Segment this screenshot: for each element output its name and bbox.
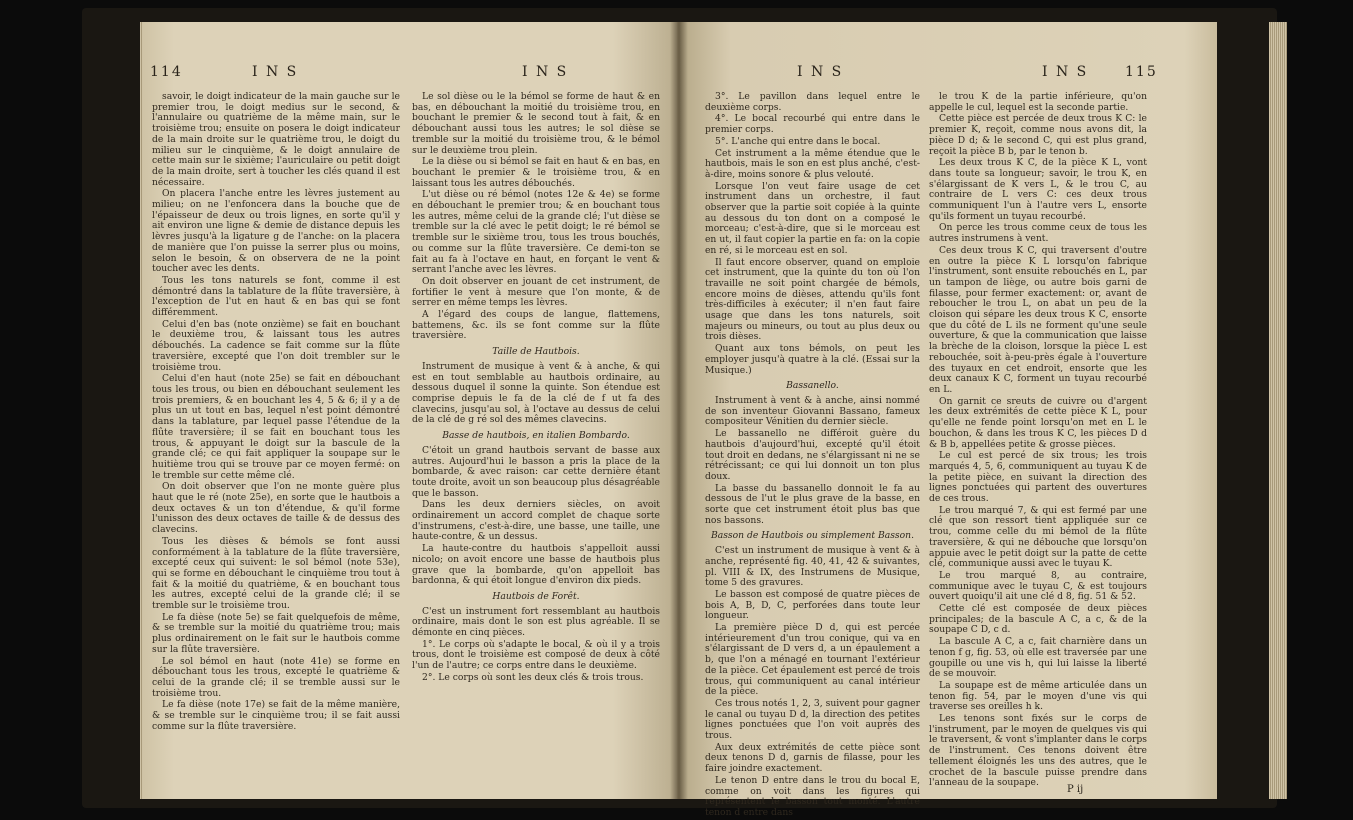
section-heading: Hautbois de Forêt.: [492, 590, 580, 602]
paragraph: 2°. Le corps où sont les deux clés & trois trous.: [422, 671, 644, 683]
paragraph: La première pièce D d, qui est percée intérieurement d'un trou conique, qui va en s'élargissant de D vers d, a un épaulement a b, que l'on a ménagé en tournant l'extérieur de la pièce. Cet épaulement est percé de trois trous, qui communiquent au canal intérieur de la pièce.: [705, 622, 920, 698]
book-gutter: [670, 22, 688, 799]
section-heading: Basson de Hautbois ou simplement Basson.: [710, 530, 915, 542]
paragraph: La basse du bassanello donnoit le fa au dessous de l'ut le plus grave de la basse, en sorte que cet instrument étoit plus bas que nos bassons.: [705, 482, 920, 526]
paragraph: C'est un instrument de musique à vent & à anche, représenté fig. 40, 41, 42 & suivantes, pl. VIII & IX, des Instrumens de Musique, tome 5 des gravures.: [705, 545, 920, 589]
signature-mark: P ij: [1067, 784, 1084, 795]
paragraph: C'étoit un grand hautbois servant de basse aux autres. Aujourd'hui le basson a pris la place de la bombarde, & avec raison: car cette dernière étant toute droite, avoit un son beaucoup plus désagréable que le basson.: [412, 444, 660, 499]
paragraph: La bascule A C, a c, fait charnière dans un tenon f g, fig. 53, où elle est traversée par une goupille ou une vis h, qui lui laisse la liberté de se mouvoir.: [929, 636, 1147, 680]
paragraph: La soupape est de même articulée dans un tenon fig. 54, par le moyen d'une vis qui traverse ses oreilles h k.: [929, 679, 1147, 713]
paragraph: 3°. Le pavillon dans lequel entre le deuxième corps.: [705, 91, 920, 113]
paragraph: Quant aux tons bémols, on peut les employer jusqu'à quatre à la clé. (Essai sur la Musique.): [705, 343, 920, 376]
paragraph: Instrument à vent & à anche, ainsi nommé de son inventeur Giovanni Bassano, fameux compositeur Vénitien du dernier siècle.: [705, 394, 920, 428]
paragraph: 4°. Le bocal recourbé qui entre dans le premier corps.: [705, 113, 920, 136]
paragraph: Le sol dièse ou le la bémol se forme de haut & en bas, en débouchant la moitié du troisième trou, en bouchant le premier & le second tout à fait, & en débouchant aussi tous les autres; le sol dièse se tremble sur la moitié du troisième trou, & le bémol sur le deuxième trou plein.: [412, 91, 660, 156]
running-head-left-1: I N S: [252, 64, 299, 80]
paragraph: C'est un instrument fort ressemblant au hautbois ordinaire, mais dont le son est plus agréable. Il se démonte en cinq pièces.: [412, 605, 660, 639]
paragraph: Le bassanello ne différoit guère du hautbois d'aujourd'hui, excepté qu'il étoit tout droit en dedans, ne s'élargissant ni ne se rétrécissant; ce qui lui donnoit un ton plus doux.: [705, 428, 920, 482]
paragraph: Tous les dièses & bémols se font aussi conformément à la tablature de la flûte traversière, excepté ceux qui suivent: le sol bémol (note 53e), qui se forme en débouchant le cinquième trou tout à fait & la moitié du quatrième, & en bouchant tous les autres, excepté celui de la grande clé; il se tremble sur le troisième trou.: [152, 535, 400, 612]
section-heading: Basse de hautbois, en italien Bombardo.: [442, 430, 630, 442]
paragraph: A l'égard des coups de langue, flattemens, battemens, &c. ils se font comme sur la flûte traversière.: [412, 309, 660, 342]
paragraph: Le fa dièse (note 5e) se fait quelquefois de même, & se tremble sur la moitié du quatrième trou; mais plus ordinairement on le fait sur le hautbois comme sur la flûte traversière.: [152, 611, 400, 655]
paragraph: Le trou marqué 7, & qui est fermé par une clé que son ressort tient appliquée sur ce trou, comme celle du mi bémol de la flûte traversière, & qui ne débouche que lorsqu'on appuie avec le petit doigt sur la patte de cette clé, communique aussi avec le tuyau K.: [929, 504, 1147, 570]
paragraph: On doit observer que l'on ne monte guère plus haut que le ré (note 25e), en sorte que le hautbois a deux octaves & un ton d'étendue, & qu'il forme l'unisson des deux octaves de taille & de dessus des clavecins.: [152, 481, 400, 536]
right-column-1: [705, 92, 920, 820]
paragraph: Le trou marqué 8, au contraire, communique avec le tuyau C, & est toujours ouvert quoiqu'il ait une clé d 8, fig. 51 & 52.: [929, 569, 1147, 603]
paragraph: Celui d'en haut (note 25e) se fait en débouchant tous les trous, ou bien en débouchant seulement les trois premiers, & en bouchant les 4, 5 & 6; il y a de plus un ut tout en bas, lequel n'est point démontré dans la tablature, par lequel passe l'étendue de la flûte traversière; il se fait en bouchant tous les trous, & appuyant le doigt sur la bascule de la grande clé; ce qui fait appliquer la soupape sur le huitième trou qui se trouve par ce moyen fermé: on le tremble sur cette même clé.: [152, 373, 400, 481]
paragraph: Cette clé est composée de deux pièces principales; de la bascule A C, a c, & de la soupape C D, c d.: [929, 603, 1147, 636]
paragraph: La haute-contre du hautbois s'appelloit aussi nicolo; on avoit encore une basse de hautbois plus grave que la bombarde, qu'on appelloit bas bardonna, & qui étoit longue d'environ dix pieds.: [412, 543, 660, 587]
paragraph: Cet instrument a la même étendue que le hautbois, mais le son en est plus anché, c'est-à-dire, moins sonore & plus velouté.: [705, 147, 920, 180]
paragraph: Tous les tons naturels se font, comme il est démontré dans la tablature de la flûte traversière, à l'exception de l'ut en haut & en bas qui se font différemment.: [152, 274, 400, 319]
paragraph: On garnit ce sreuts de cuivre ou d'argent les deux extrémités de cette pièce K L, pour qu'elle ne fende point lorsqu'on met en L le bouchon, & dans les trous K C, les pièces D d & B b, appellées petite & grosse pièces.: [929, 395, 1147, 450]
section-heading: Bassanello.: [786, 380, 839, 392]
paragraph: Le cul est percé de six trous; les trois marqués 4, 5, 6, communiquent au tuyau K de la petite pièce, en suivant la direction des lignes ponctuées qui partent des ouvertures de ces trous.: [929, 450, 1147, 505]
page-number-left: 114: [150, 64, 183, 80]
paragraph: Lorsque l'on veut faire usage de cet instrument dans un orchestre, il faut observer que la partie soit copiée à la quinte au dessous du ton dont on a composé le morceau; c'est-à-dire, que si le morceau est en ut, il faut copier la partie en fa: on la copie en ré, si le morceau est en sol.: [705, 180, 920, 256]
right-page: [677, 22, 1217, 818]
paragraph: On perce les trous comme ceux de tous les autres instrumens à vent.: [929, 222, 1147, 245]
paragraph: On doit observer en jouant de cet instrument, de fortifier le vent à mesure que l'on monte, & de serrer en même temps les lèvres.: [412, 275, 660, 309]
paragraph: Il faut encore observer, quand on emploie cet instrument, que la quinte du ton où l'on travaille ne soit point chargée de bémols, encore moins de dièses, attendu qu'ils font très-difficiles à exécuter; il n'en faut faire usage que dans les tons naturels, soit majeurs ou mineurs, ou tout au plus deux ou trois dièses.: [705, 256, 920, 343]
paragraph: On placera l'anche entre les lèvres justement au milieu; on ne l'enfoncera dans la bouche que de l'épaisseur de deux ou trois lignes, en sorte qu'il y ait environ une ligne & demie de distance depuis les lèvres jusqu'à la ligature g de l'anche: on la placera de manière que l'on puisse la serrer plus ou moins, selon le besoin, & on observera de ne la point toucher avec les dents.: [152, 188, 400, 275]
paragraph: Les deux trous K C, de la pièce K L, vont dans toute sa longueur; savoir, le trou K, en s'élargissant de K vers L, & le trou C, au contraire de L vers C: ces deux trous communiquent l'un à l'autre vers L, ensorte qu'ils forment un tuyau recourbé.: [929, 157, 1147, 222]
paragraph: Le tenon D entre dans le trou du bocal E, comme on voit dans les figures qui représentent le basson tout monté. L'autre tenon d entre dans: [705, 774, 920, 818]
paragraph: Aux deux extrémités de cette pièce sont deux tenons D d, garnis de filasse, pour les faire joindre exactement.: [705, 741, 920, 775]
paragraph: 1°. Le corps où s'adapte le bocal, & où il y a trois trous, dont le troisième est composé de deux à côté l'un de l'autre; ce corps entre dans le deuxième.: [412, 638, 660, 672]
paragraph: Ces trous notés 1, 2, 3, suivent pour gagner le canal ou tuyau D d, la direction des petites lignes ponctuées que l'on voit auprès des trous.: [705, 697, 920, 742]
running-head-left-2: I N S: [522, 64, 569, 80]
paragraph: savoir, le doigt indicateur de la main gauche sur le premier trou, le doigt medius sur le second, & l'annulaire ou quatrième de la même main, sur le troisième trou; ensuite on posera le doigt indicateur de la main droite sur le quatrième trou, le doigt du milieu sur le cinquième, & le doigt annulaire de cette main sur le sixième; l'auriculaire ou petit doigt de la main droite, sert à toucher les clés quand il est nécessaire.: [152, 91, 400, 188]
page-number-right: 115: [1125, 64, 1158, 80]
right-column-2: [929, 92, 1147, 790]
left-page: [142, 22, 677, 799]
paragraph: Cette pièce est percée de deux trous K C: le premier K, reçoit, comme nous avons dit, la pièce D d; & le second C, qui est plus grand, reçoit la pièce B b, par le tenon b.: [929, 113, 1147, 157]
left-column-2: [412, 92, 660, 685]
paragraph: Le basson est composé de quatre pièces de bois A, B, D, C, perforées dans toute leur longueur.: [705, 588, 920, 622]
paragraph: 5°. L'anche qui entre dans le bocal.: [715, 135, 881, 147]
running-head-right-2: I N S: [1042, 64, 1089, 80]
paragraph: Le sol bémol en haut (note 41e) se forme en débouchant tous les trous, excepté le quatrième & celui de la grande clé; il se tremble aussi sur le troisième trou.: [152, 655, 400, 699]
paragraph: le trou K de la partie inférieure, qu'on appelle le cul, lequel est la seconde partie.: [929, 91, 1147, 113]
paragraph: Le la dièse ou si bémol se fait en haut & en bas, en bouchant le premier & le troisième trou, & en laissant tous les autres débouchés.: [412, 156, 660, 189]
right-page-edges: [1269, 22, 1287, 799]
section-heading: Taille de Hautbois.: [492, 346, 580, 358]
paragraph: Les tenons sont fixés sur le corps de l'instrument, par le moyen de quelques vis qui le traversent, & vont s'implanter dans le corps de l'instrument. Ces tenons doivent être tellement éloignés les uns des autres, que le crochet de la bascule puisse prendre dans l'anneau de la soupape.: [929, 713, 1147, 789]
paragraph: Celui d'en bas (note onzième) se fait en bouchant le deuxième trou, & laissant tous les autres débouchés. La cadence se fait comme sur la flûte traversière, excepté que l'on doit trembler sur le troisième trou.: [152, 318, 400, 373]
running-head-right-1: I N S: [797, 64, 844, 80]
paragraph: L'ut dièse ou ré bémol (notes 12e & 4e) se forme en débouchant le premier trou; & en bouchant tous les autres, même celui de la grande clé; l'ut dièse se tremble sur la clé avec le petit doigt; le ré bémol se tremble sur le sixième trou, tous les trous bouchés, ou comme sur la flûte traversière. Ce demi-ton se fait au fa à l'octave en haut, en forçant le vent & serrant l'anche avec les lèvres.: [412, 189, 660, 276]
left-column-1: [152, 92, 400, 733]
paragraph: Dans les deux derniers siècles, on avoit ordinairement un accord complet de chaque sorte d'instrumens, c'est-à-dire, une basse, une taille, une haute-contre, & un dessus.: [412, 499, 660, 543]
paragraph: Instrument de musique à vent & à anche, & qui est en tout semblable au hautbois ordinaire, au dessous duquel il sonne la quinte. Son étendue est comprise depuis le fa de la clé de f ut fa des clavecins, jusqu'au sol, à l'octave au dessus de celui de la clé de g ré sol des mêmes clavecins.: [412, 360, 660, 426]
paragraph: Le fa dièse (note 17e) se fait de la même manière, & se tremble sur le cinquième trou; il se fait aussi comme sur la flûte traversière.: [152, 699, 400, 732]
paragraph: Ces deux trous K C, qui traversent d'outre en outre la pièce K L lorsqu'on fabrique l'instrument, sont ensuite rebouchés en L, par un tampon de liège, ou autre bois garni de filasse, pour fermer exactement: or, avant de reboucher le trou L, on abat un peu de la cloison qui sépare les deux trous K C, ensorte que du côté de L ils ne forment qu'une seule ouverture, & que la communication que laisse la brèche de la cloison, lorsque la pièce L est rebouchée, soit à-peu-près égale à l'ouverture des tuyaux en cet endroit, ensorte que les deux canaux K C, forment un tuyau recourbé en L.: [929, 244, 1147, 395]
